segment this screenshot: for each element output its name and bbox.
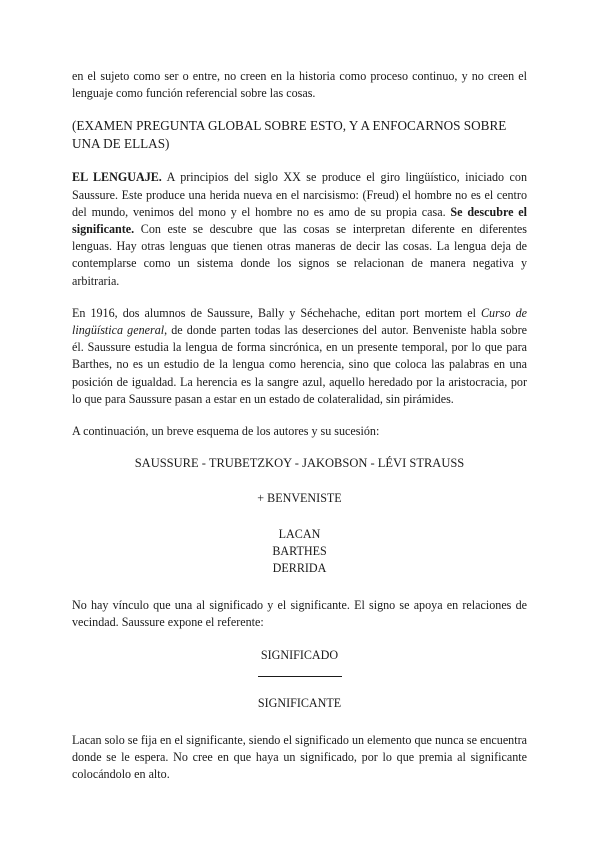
section-heading: EL LENGUAJE. [72, 170, 162, 185]
paragraph-lenguaje [72, 169, 527, 289]
author-chain: SAUSSURE - TRUBETZKOY - JAKOBSON - LÉVI STRAUSS [134, 456, 465, 471]
paragraph-text: A principios del siglo XX se produce el giro lingüístico, iniciado con Saussure. Este produce una herida nueva en el narcisismo: (Freud) el hombre no es el centro del mundo, venimos del mono y el hombre no es amo de su propia casa. [72, 170, 527, 219]
fraction-line [258, 676, 342, 677]
paragraph-text: Con este se descubre que las cosas se interpretan diferente en diferentes lenguas. Hay otras lenguas que tienen otras maneras de decir las cosas. La lengua deja de contemplarse como un sistema donde los signos se relacionan de manera negativa y arbitraria. [72, 222, 527, 288]
book-title: Curso de lingüística general [72, 305, 528, 338]
author-name: LACAN [278, 526, 321, 541]
exam-note: (EXAMEN PREGUNTA GLOBAL SOBRE ESTO, Y A ENFOCARNOS SOBRE UNA DE ELLAS) [72, 118, 507, 152]
paragraph-text: , de donde parten todas las deserciones del autor. Benveniste habla sobre él. Saussure estudia la lengua de forma sincrónica, en un presente temporal, por lo que para Barthes, no es un estudio de la lengua como herencia, sino que coloca las palabras en una posición de igualdad. La herencia es la sangre azul, aquello heredado por la aristocracia, por lo que para Saussure pasan a estar en un estado de colateralidad, sin pirámides. [72, 323, 527, 406]
paragraph-scheme-intro: A continuación, un breve esquema de los autores y su sucesión: [72, 424, 380, 439]
document-page [72, 68, 527, 799]
paragraph-vinculo: No hay vínculo que una al significado y el significante. El signo se apoya en relaciones de vecindad. Saussure expone el referente: [72, 598, 527, 630]
bold-statement: Se descubre el significante. [72, 204, 527, 237]
author-stack [72, 526, 527, 578]
author-plus: + BENVENISTE [257, 491, 342, 506]
paragraph-lacan: Lacan solo se fija en el significante, siendo el significado un elemento que nunca se encuentra donde se le espera. No cree en que haya un significado, por lo que premia al significante colocándolo en alto. [72, 733, 527, 782]
author-name: BARTHES [272, 543, 327, 558]
significado-label: SIGNIFICADO [260, 647, 339, 662]
paragraph-intro: en el sujeto como ser o entre, no creen en la historia como proceso continuo, y no creen el lenguaje como función referencial sobre las cosas. [72, 69, 527, 101]
paragraph-1916 [72, 305, 527, 408]
author-name: DERRIDA [272, 561, 327, 576]
paragraph-text: En 1916, dos alumnos de Saussure, Bally y Séchehache, editan port mortem el [72, 305, 481, 320]
significante-label: SIGNIFICANTE [257, 695, 342, 710]
